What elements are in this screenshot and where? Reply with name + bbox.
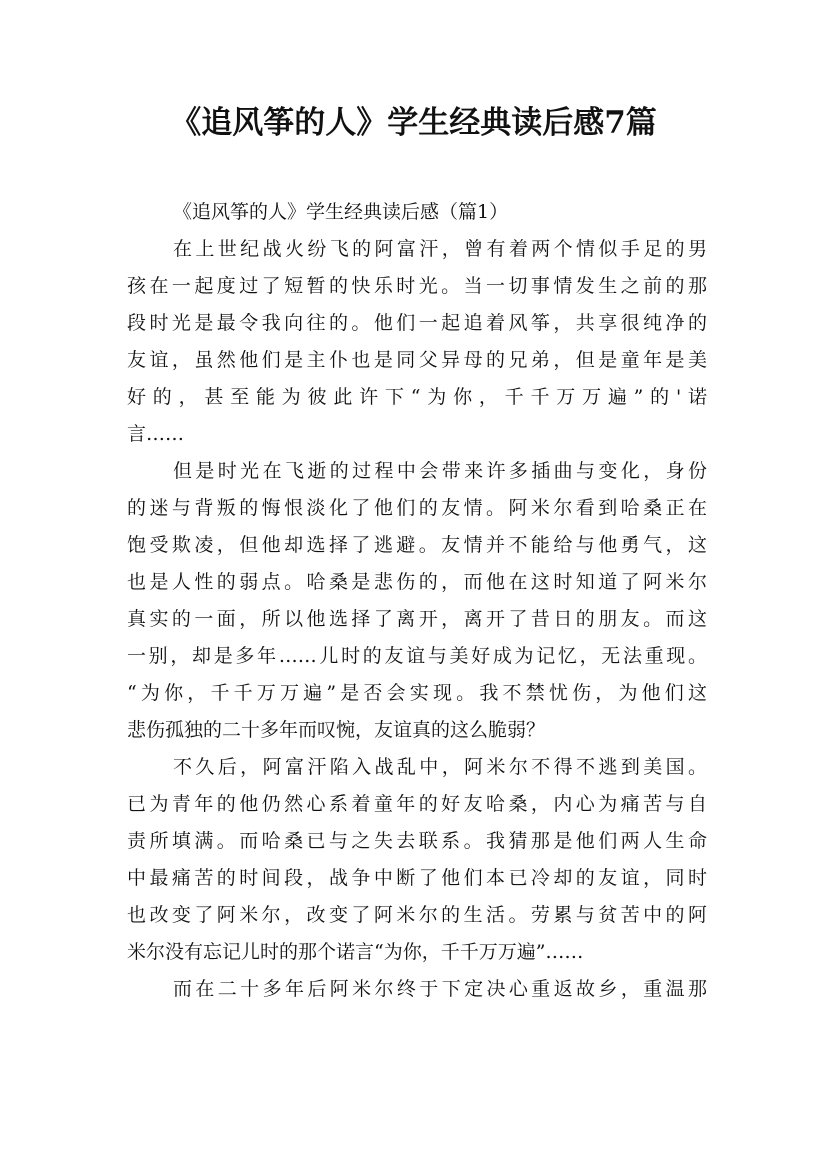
paragraph-2-line-8: 悲伤孤独的二十多年而叹惋，友谊真的这么脆弱？ [127, 719, 546, 741]
paragraph-3-line-5: 也改变了阿米尔，改变了阿米尔的生活。劳累与贫苦中的阿 [127, 904, 707, 926]
paragraph-3-line-3: 责所填满。而哈桑已与之失去联系。我猜那是他们两人生命 [127, 830, 707, 852]
paragraph-2-line-6: 一别，却是多年……儿时的友谊与美好成为记忆，无法重现。 [127, 645, 707, 667]
paragraph-1-line-1: 在上世纪战火纷飞的阿富汗，曾有着两个情似手足的男 [173, 238, 707, 260]
paragraph-2-line-3: 饱受欺凌，但他却选择了逃避。友情并不能给与他勇气，这 [127, 534, 707, 556]
document-title: 《追风筝的人》学生经典读后感7篇 [170, 105, 657, 141]
paragraph-4-line-1: 而在二十多年后阿米尔终于下定决心重返故乡，重温那 [173, 978, 707, 1000]
paragraph-2-line-1: 但是时光在飞逝的过程中会带来许多插曲与变化，身份 [173, 460, 707, 482]
paragraph-3-line-6: 米尔没有忘记儿时的那个诺言“为你，千千万万遍”…… [127, 941, 584, 963]
paragraph-1-line-4: 友谊，虽然他们是主仆也是同父异母的兄弟，但是童年是美 [127, 349, 707, 371]
paragraph-1-line-5: 好的，甚至能为彼此许下“为你，千千万万遍”的'诺 [127, 386, 707, 408]
paragraph-1-line-2: 孩在一起度过了短暂的快乐时光。当一切事情发生之前的那 [127, 275, 707, 297]
paragraph-1-line-6: 言…… [127, 423, 185, 445]
paragraph-2-line-7: “为你，千千万万遍”是否会实现。我不禁忧伤，为他们这 [127, 682, 707, 704]
paragraph-2-line-4: 也是人性的弱点。哈桑是悲伤的，而他在这时知道了阿米尔 [127, 571, 707, 593]
document-body [127, 194, 707, 1008]
paragraph-3-line-1: 不久后，阿富汗陷入战乱中，阿米尔不得不逃到美国。 [173, 756, 707, 778]
paragraph-2-line-2: 的迷与背叛的悔恨淡化了他们的友情。阿米尔看到哈桑正在 [127, 497, 707, 519]
paragraph-2-line-5: 真实的一面，所以他选择了离开，离开了昔日的朋友。而这 [127, 608, 707, 630]
paragraph-3-line-4: 中最痛苦的时间段，战争中断了他们本已冷却的友谊，同时 [127, 867, 707, 889]
paragraph-1-line-3: 段时光是最令我向往的。他们一起追着风筝，共享很纯净的 [127, 312, 707, 334]
paragraph-3-line-2: 已为青年的他仍然心系着童年的好友哈桑，内心为痛苦与自 [127, 793, 707, 815]
section-heading: 《追风筝的人》学生经典读后感（篇1） [173, 201, 509, 223]
